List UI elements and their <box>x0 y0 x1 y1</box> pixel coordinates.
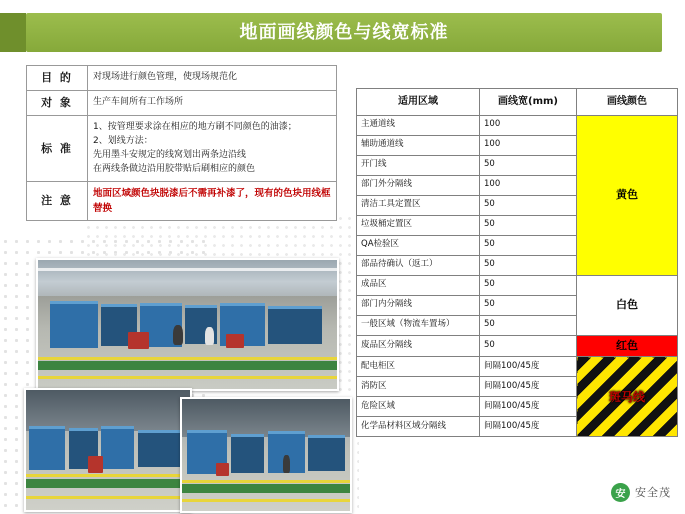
photo-green-aisle <box>180 484 352 493</box>
cell-width: 50 <box>480 295 577 315</box>
cell-width: 间隔100/45度 <box>480 357 577 377</box>
factory-floor-photo-wide <box>36 258 339 391</box>
photo-worker <box>283 455 290 473</box>
cell-area: 消防区 <box>357 377 480 397</box>
info-label-purpose: 目 的 <box>27 66 88 91</box>
cell-area: QA检验区 <box>357 235 480 255</box>
photo-yellow-line <box>36 357 339 360</box>
cell-area: 部门外分隔线 <box>357 175 480 195</box>
cell-area: 主通道线 <box>357 115 480 135</box>
col-header-color: 画线颜色 <box>577 89 678 116</box>
factory-floor-photo-right <box>180 397 352 513</box>
color-swatch-red <box>577 335 678 357</box>
standard-line-1: 1、按管理要求涂在相应的地方刷不同颜色的油漆； <box>93 121 297 132</box>
info-label-standard: 标 准 <box>27 115 88 181</box>
cell-width: 50 <box>480 275 577 295</box>
cell-area: 辅助通道线 <box>357 135 480 155</box>
table-row <box>27 90 337 115</box>
table-row <box>27 182 337 221</box>
cell-width: 100 <box>480 175 577 195</box>
photo-green-aisle <box>24 479 192 488</box>
color-label-red: 红色 <box>616 338 638 352</box>
info-value-object: 生产车间所有工作场所 <box>88 90 337 115</box>
color-label-hazard: 斑马线 <box>608 389 645 404</box>
cell-area: 清洁工具定置区 <box>357 195 480 215</box>
photo-green-aisle <box>36 361 339 370</box>
photo-cart <box>226 334 244 348</box>
cell-width: 50 <box>480 235 577 255</box>
table-row <box>357 115 678 135</box>
brand-logo-icon: 安 <box>611 483 630 502</box>
photo-machine <box>308 435 345 472</box>
photo-machine <box>231 434 265 473</box>
purpose-info-table <box>26 65 337 221</box>
cell-width: 100 <box>480 115 577 135</box>
photo-yellow-line <box>180 499 352 502</box>
info-value-purpose: 对现场进行颜色管理，使现场规范化 <box>88 66 337 91</box>
cell-area: 成品区 <box>357 275 480 295</box>
cell-area: 部门内分隔线 <box>357 295 480 315</box>
cell-width: 50 <box>480 215 577 235</box>
cell-width: 间隔100/45度 <box>480 377 577 397</box>
page-title: 地面画线颜色与线宽标准 <box>239 22 449 43</box>
color-swatch-white <box>577 275 678 335</box>
photo-content <box>38 260 337 389</box>
factory-floor-photo-left <box>24 388 192 512</box>
table-row <box>357 335 678 357</box>
standard-line-4: 在两线条做边沿用胶带贴后刷相应的颜色 <box>93 164 256 175</box>
photo-machine <box>138 430 184 468</box>
col-header-width: 画线宽(mm) <box>480 89 577 116</box>
info-value-standard <box>88 115 337 181</box>
col-header-area: 适用区域 <box>357 89 480 116</box>
photo-machine <box>268 306 322 344</box>
photo-machine <box>101 426 134 469</box>
info-value-notice: 地面区域颜色块脱漆后不需再补漆了，现有的色块用线框替换 <box>88 182 337 221</box>
photo-machine <box>29 426 65 470</box>
photo-content <box>26 390 190 510</box>
photo-yellow-line <box>180 480 352 483</box>
page-header <box>26 13 662 52</box>
info-label-object: 对 象 <box>27 90 88 115</box>
table-header-row <box>357 89 678 116</box>
color-label-white: 白色 <box>616 297 638 311</box>
standards-table <box>356 88 678 437</box>
cell-area: 危险区域 <box>357 397 480 417</box>
cell-width: 间隔100/45度 <box>480 397 577 417</box>
table-row <box>357 275 678 295</box>
cell-width: 100 <box>480 135 577 155</box>
cell-area: 垃圾桶定置区 <box>357 215 480 235</box>
table-row <box>27 66 337 91</box>
cell-width: 50 <box>480 195 577 215</box>
header-accent-bar <box>0 13 26 52</box>
photo-ceiling <box>26 390 190 431</box>
table-row <box>27 115 337 181</box>
cell-area: 化学品材料区域分隔线 <box>357 417 480 437</box>
cell-width: 50 <box>480 315 577 335</box>
photo-yellow-line <box>36 376 339 379</box>
cell-width: 50 <box>480 335 577 357</box>
color-swatch-hazard-stripe <box>577 357 678 437</box>
cell-area: 配电柜区 <box>357 357 480 377</box>
footer-brand-badge <box>611 481 671 503</box>
photo-ceiling <box>38 260 337 296</box>
cell-width: 50 <box>480 155 577 175</box>
photo-worker <box>205 327 214 345</box>
cell-area: 部品待确认（返工） <box>357 255 480 275</box>
standard-line-3: 先用墨斗安规定的线窝划出两条边沿线 <box>93 149 247 160</box>
info-label-notice: 注 意 <box>27 182 88 221</box>
cell-area: 废品区分隔线 <box>357 335 480 357</box>
photo-cart <box>128 332 149 349</box>
photo-content <box>182 399 350 511</box>
photo-yellow-line <box>24 496 192 499</box>
color-label-yellow: 黄色 <box>616 187 638 201</box>
brand-name: 安全茂 <box>635 486 671 499</box>
photo-machine <box>50 301 98 348</box>
cell-area: 一般区域（物流车置场） <box>357 315 480 335</box>
table-row <box>357 357 678 377</box>
photo-cart <box>88 456 103 473</box>
color-swatch-yellow <box>577 115 678 275</box>
cell-width: 间隔100/45度 <box>480 417 577 437</box>
photo-cart <box>216 463 229 476</box>
standard-line-2: 2、划线方法： <box>93 135 153 146</box>
cell-area: 开门线 <box>357 155 480 175</box>
photo-yellow-line <box>24 474 192 477</box>
cell-width: 50 <box>480 255 577 275</box>
photo-worker <box>173 325 183 346</box>
